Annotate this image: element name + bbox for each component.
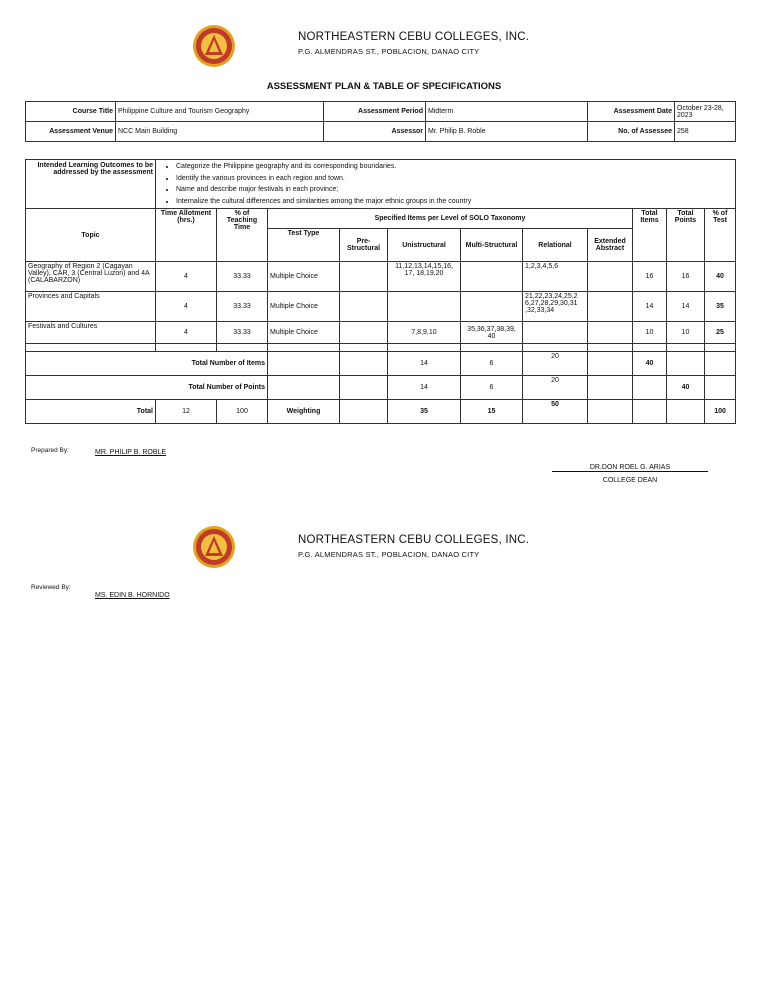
total-items-rel: 20 [523, 352, 588, 376]
pre-cell [340, 322, 388, 344]
ilo-item: • Name and describe major festivals in each province; [176, 184, 733, 196]
assessee-value: 258 [675, 122, 736, 142]
ext-cell [588, 322, 633, 344]
topic-header: Topic [26, 209, 156, 262]
weighting-label: Weighting [268, 400, 340, 424]
total-items-sum: 40 [633, 352, 667, 376]
assessor-label: Assessor [324, 122, 426, 142]
total-points-header: Total Points [667, 209, 705, 262]
ilo-item: • Categorize the Philippine geography and its corresponding boundaries. [176, 161, 733, 173]
pct-test-header: % of Test [705, 209, 736, 262]
test-type-header: Test Type [268, 229, 340, 262]
table-row [26, 262, 736, 292]
school-seal-icon [192, 525, 236, 569]
total-pct: 100 [217, 400, 268, 424]
unistructural-header: Unistructural [388, 229, 461, 262]
specifications-table [25, 159, 736, 424]
pct-cell: 33.33 [217, 292, 268, 322]
ilo-list [158, 161, 733, 207]
time-header: Time Allotment (hrs.) [156, 209, 217, 262]
ilo-item: • Identify the various provinces in each region and town. [176, 173, 733, 185]
weighting-uni: 35 [388, 400, 461, 424]
test-cell: 40 [705, 262, 736, 292]
topic-cell: Festivals and Cultures [26, 322, 156, 344]
rel-cell: 1,2,3,4,5,6 [523, 262, 588, 292]
rel-cell: 21,22,23,24,25,2 6,27,28,29,30,31 ,32,33,34 [523, 292, 588, 322]
uni-cell [388, 292, 461, 322]
test-cell: 25 [705, 322, 736, 344]
table-row [26, 292, 736, 322]
total-items-uni: 14 [388, 352, 461, 376]
multi-cell [461, 262, 523, 292]
time-cell: 4 [156, 322, 217, 344]
ilo-list-cell [156, 160, 736, 209]
relational-header: Relational [523, 229, 588, 262]
total-points-uni: 14 [388, 376, 461, 400]
school-seal-icon [192, 24, 236, 68]
total-label: Total [26, 400, 156, 424]
total-points-rel: 20 [523, 376, 588, 400]
solo-header: Specified Items per Level of SOLO Taxonomy [268, 209, 633, 229]
total-points-multi: 6 [461, 376, 523, 400]
time-cell: 4 [156, 262, 217, 292]
venue-label: Assessment Venue [26, 122, 116, 142]
topic-cell: Provinces and Capitals [26, 292, 156, 322]
date-label: Assessment Date [588, 102, 675, 122]
document-title: ASSESSMENT PLAN & TABLE OF SPECIFICATIONS [266, 81, 502, 92]
reviewed-by-label: Reviewed By: [31, 584, 71, 591]
assessment-info-table [25, 101, 736, 142]
weighting-test: 100 [705, 400, 736, 424]
type-cell: Multiple Choice [268, 322, 340, 344]
total-points-sum: 40 [667, 376, 705, 400]
multi-cell: 35,36,37,38,39, 40 [461, 322, 523, 344]
items-cell: 14 [633, 292, 667, 322]
rel-cell [523, 322, 588, 344]
assessee-label: No. of Assessee [588, 122, 675, 142]
reviewed-by-name: MS. EDIN B. HORNIDO [95, 592, 170, 599]
ilo-label: Intended Learning Outcomes to be addressed by the assessment [26, 160, 156, 209]
pct-cell: 33.33 [217, 262, 268, 292]
pre-structural-header: Pre-Structural [340, 229, 388, 262]
assessor-value: Mr. Philip B. Roble [426, 122, 588, 142]
date-value: October 23-28, 2023 [675, 102, 736, 122]
total-items-row [26, 352, 736, 376]
items-cell: 16 [633, 262, 667, 292]
school-address: P.G. ALMENDRAS ST., POBLACION, DANAO CITY [298, 550, 480, 559]
total-time: 12 [156, 400, 217, 424]
total-items-label: Total Number of Items [26, 352, 268, 376]
period-value: Midterm [426, 102, 588, 122]
venue-value: NCC Main Building [116, 122, 324, 142]
items-cell: 10 [633, 322, 667, 344]
grand-total-row [26, 400, 736, 424]
pct-cell: 33.33 [217, 322, 268, 344]
dean-title: COLLEGE DEAN [602, 477, 658, 484]
points-cell: 10 [667, 322, 705, 344]
total-points-row [26, 376, 736, 400]
uni-cell: 7,8,9,10 [388, 322, 461, 344]
extended-abstract-header: Extended Abstract [588, 229, 633, 262]
total-items-header: Total Items [633, 209, 667, 262]
total-items-multi: 6 [461, 352, 523, 376]
course-title-value: Philippine Culture and Tourism Geography [116, 102, 324, 122]
prepared-by-name: MR. PHILIP B. ROBLE [95, 449, 167, 456]
dean-name: DR.DON ROEL G. ARIAS [552, 464, 708, 472]
prepared-by-label: Prepared By: [31, 447, 69, 454]
points-cell: 14 [667, 292, 705, 322]
pre-cell [340, 292, 388, 322]
pre-cell [340, 262, 388, 292]
time-cell: 4 [156, 292, 217, 322]
ext-cell [588, 292, 633, 322]
weighting-rel: 50 [523, 400, 588, 424]
period-label: Assessment Period [324, 102, 426, 122]
weighting-multi: 15 [461, 400, 523, 424]
table-row [26, 322, 736, 344]
test-cell: 35 [705, 292, 736, 322]
type-cell: Multiple Choice [268, 292, 340, 322]
school-name: NORTHEASTERN CEBU COLLEGES, INC. [298, 31, 530, 43]
points-cell: 16 [667, 262, 705, 292]
ext-cell [588, 262, 633, 292]
ilo-item: • Internalize the cultural differences and similarities among the major ethnic groups in the country [176, 196, 733, 208]
school-name: NORTHEASTERN CEBU COLLEGES, INC. [298, 534, 530, 546]
total-points-label: Total Number of Points [26, 376, 268, 400]
multi-cell [461, 292, 523, 322]
empty-row [26, 344, 736, 352]
topic-cell: Geography of Region 2 (Cagayan Valley), CAR, 3 (Central Luzon) and 4A (CALABARZON) [26, 262, 156, 292]
multistructural-header: Multi-Structural [461, 229, 523, 262]
type-cell: Multiple Choice [268, 262, 340, 292]
course-title-label: Course Title [26, 102, 116, 122]
pct-time-header: % of Teaching Time [217, 209, 268, 262]
uni-cell: 11,12,13,14,15,16, 17, 18,19,20 [388, 262, 461, 292]
school-address: P.G. ALMENDRAS ST., POBLACION, DANAO CITY [298, 47, 480, 56]
